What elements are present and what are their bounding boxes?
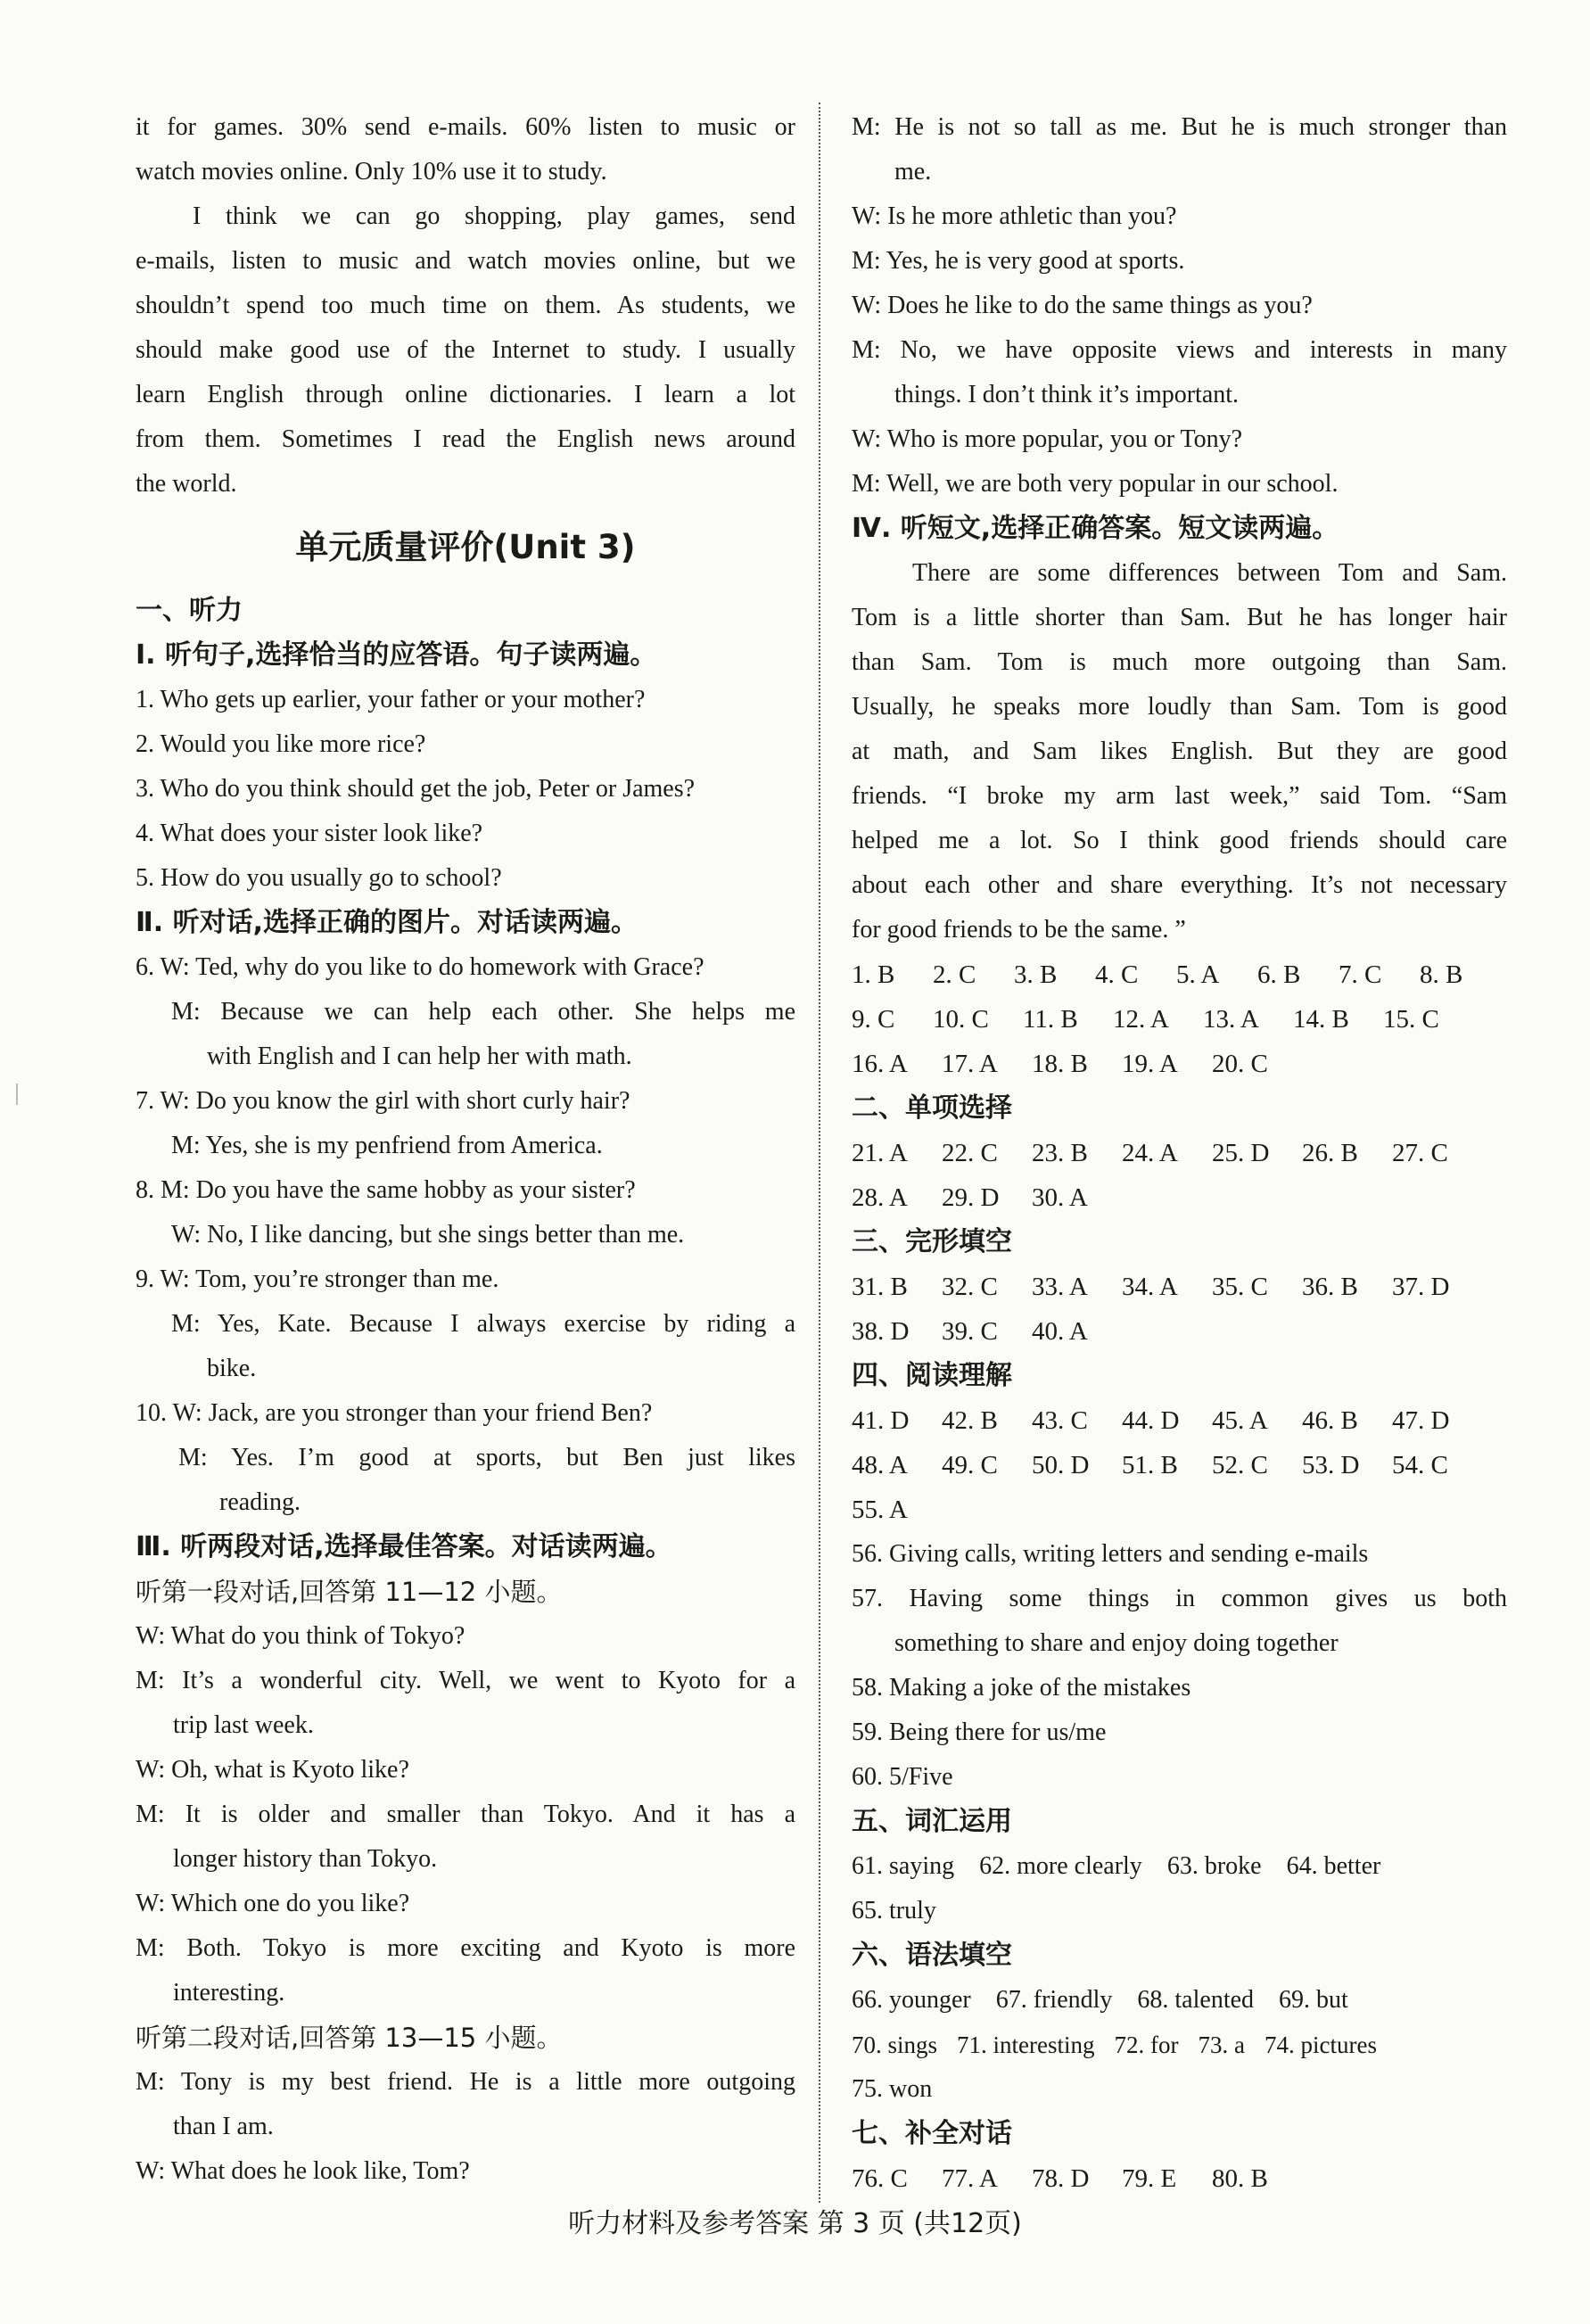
unit-title: 单元质量评价(Unit 3) (295, 528, 636, 566)
question-line: 5. How do you usually go to school? (136, 864, 502, 892)
section-heading: 五、词汇运用 (852, 1806, 1012, 1837)
answer: 69. but (1279, 1986, 1348, 2014)
answer: 31. B (852, 1273, 908, 1301)
answer: 50. D (1032, 1451, 1090, 1479)
dialog-line: W: Does he like to do the same things as you? (852, 292, 1313, 319)
answer: 5. A (1176, 960, 1220, 989)
answer: 79. E (1122, 2164, 1177, 2193)
passage-line: friends. “I broke my arm last week,” said Tom. “Sam (852, 782, 1507, 810)
question-line: 4. What does your sister look like? (136, 820, 483, 847)
dialog-line: M: It’s a wonderful city. Well, we went to Kyoto for a (136, 1667, 795, 1694)
section-heading: 七、补全对话 (852, 2118, 1012, 2149)
answer-row (852, 1265, 1507, 1309)
answer: 40. A (1032, 1317, 1088, 1346)
answer-row (852, 1844, 1507, 1889)
answer: 53. D (1302, 1451, 1360, 1479)
answer: 62. more clearly (979, 1852, 1142, 1880)
conversation-intro: 听第二段对话,回答第 13—15 小题。 (136, 2023, 563, 2053)
answer: 73. a (1198, 2031, 1245, 2058)
text-line: should make good use of the Internet to study. I usually (136, 336, 795, 364)
answer: 76. C (852, 2164, 908, 2193)
answer: 2. C (933, 960, 976, 989)
right-column (852, 105, 1507, 2201)
dialog-line: M: Well, we are both very popular in our school. (852, 470, 1339, 498)
answer-line: something to share and enjoy doing together (894, 1629, 1339, 1657)
answer: 67. friendly (995, 1986, 1113, 2014)
dialog-line: M: It is older and smaller than Tokyo. And it has a (136, 1801, 795, 1828)
answer: 13. A (1203, 1005, 1259, 1034)
passage-line: at math, and Sam likes English. But they are good (852, 738, 1507, 765)
answer: 44. D (1122, 1406, 1180, 1435)
section-heading: 二、单项选择 (852, 1092, 1012, 1124)
answer-row (852, 1131, 1507, 1175)
text-line: the world. (136, 470, 237, 498)
dialog-line: me. (894, 158, 932, 185)
answer: 68. talented (1137, 1986, 1255, 2014)
answer: 1. B (852, 960, 895, 989)
answer: 28. A (852, 1183, 908, 1212)
answer: 16. A (852, 1050, 908, 1078)
answer: 72. for (1114, 2031, 1179, 2058)
section-heading: 一、听力 (136, 595, 243, 626)
answer: 30. A (1032, 1183, 1088, 1212)
dialog-line: 9. W: Tom, you’re stronger than me. (136, 1265, 499, 1293)
dialog-line: M: Yes, she is my penfriend from America. (171, 1132, 603, 1159)
dialog-line: interesting. (173, 1979, 285, 2007)
margin-mark (16, 1084, 30, 1105)
part-heading: Ⅰ. 听句子,选择恰当的应答语。句子读两遍。 (136, 639, 657, 671)
dialog-line: M: Yes. I’m good at sports, but Ben just likes (178, 1444, 795, 1471)
dialog-line: W: What does he look like, Tom? (136, 2157, 470, 2185)
text-line: shouldn’t spend too much time on them. As students, we (136, 292, 795, 319)
dialog-line: M: Tony is my best friend. He is a little more outgoing (136, 2068, 795, 2096)
answer: 47. D (1392, 1406, 1450, 1435)
answer: 21. A (852, 1139, 908, 1167)
answer: 18. B (1032, 1050, 1088, 1078)
dialog-line: longer history than Tokyo. (173, 1845, 438, 1873)
dialog-line: 6. W: Ted, why do you like to do homework with Grace? (136, 953, 704, 981)
page-footer: 听力材料及参考答案 第 3 页 (共12页) (568, 2208, 1022, 2239)
dialog-line: than I am. (173, 2113, 274, 2140)
answer: 24. A (1122, 1139, 1178, 1167)
answer: 74. pictures (1264, 2031, 1377, 2058)
answer: 49. C (942, 1451, 998, 1479)
dialog-line: W: Who is more popular, you or Tony? (852, 425, 1243, 453)
answer: 71. interesting (957, 2031, 1095, 2058)
answer: 42. B (942, 1406, 998, 1435)
answer: 14. B (1293, 1005, 1349, 1034)
answer-row (852, 1978, 1507, 2023)
text-line: e-mails, listen to music and watch movies online, but we (136, 247, 795, 275)
answer: 32. C (942, 1273, 998, 1301)
passage-line: There are some differences between Tom and Sam. (912, 559, 1507, 587)
answer-row (852, 1488, 1507, 1532)
answer: 66. younger (852, 1986, 971, 2014)
answer: 55. A (852, 1496, 908, 1524)
part-heading: Ⅲ. 听两段对话,选择最佳答案。对话读两遍。 (136, 1531, 672, 1562)
answer: 64. better (1286, 1852, 1381, 1880)
answer-line: 58. Making a joke of the mistakes (852, 1674, 1191, 1702)
answer: 29. D (942, 1183, 1000, 1212)
answer: 75. won (852, 2075, 933, 2103)
passage-line: than Sam. Tom is much more outgoing than Sam. (852, 648, 1507, 676)
answer: 6. B (1257, 960, 1301, 989)
answer-row (852, 2156, 1507, 2201)
answer: 61. saying (852, 1852, 955, 1880)
answer: 51. B (1122, 1451, 1178, 1479)
answer: 25. D (1212, 1139, 1270, 1167)
dialog-line: M: Yes, he is very good at sports. (852, 247, 1185, 275)
answer: 33. A (1032, 1273, 1088, 1301)
answer: 12. A (1113, 1005, 1169, 1034)
answer-row (852, 1042, 1507, 1086)
dialog-line: W: What do you think of Tokyo? (136, 1622, 465, 1650)
dialog-line: 8. M: Do you have the same hobby as your sister? (136, 1176, 636, 1204)
answer: 43. C (1032, 1406, 1088, 1435)
dialog-line: 10. W: Jack, are you stronger than your friend Ben? (136, 1399, 653, 1427)
column-divider (819, 103, 820, 2203)
question-line: 3. Who do you think should get the job, Peter or James? (136, 775, 696, 803)
dialog-line: bike. (207, 1355, 257, 1382)
answer-row (852, 1889, 1507, 1933)
dialog-line: with English and I can help her with math. (207, 1043, 632, 1070)
answer: 36. B (1302, 1273, 1358, 1301)
dialog-line: M: He is not so tall as me. But he is much stronger than (852, 113, 1507, 141)
dialog-line: W: No, I like dancing, but she sings better than me. (171, 1221, 685, 1249)
text-line: learn English through online dictionaries. I learn a lot (136, 381, 795, 408)
answer: 46. B (1302, 1406, 1358, 1435)
answer-row (852, 997, 1507, 1042)
answer-line: 59. Being there for us/me (852, 1718, 1107, 1746)
answer: 48. A (852, 1451, 908, 1479)
answer: 54. C (1392, 1451, 1448, 1479)
dialog-line: trip last week. (173, 1711, 314, 1739)
answer-line: 56. Giving calls, writing letters and sending e-mails (852, 1540, 1369, 1568)
answer: 65. truly (852, 1897, 936, 1924)
answer: 4. C (1095, 960, 1139, 989)
passage-line: Usually, he speaks more loudly than Sam. Tom is good (852, 693, 1507, 721)
answer-row (852, 2023, 1507, 2067)
answer: 70. sings (852, 2031, 938, 2058)
answer: 20. C (1212, 1050, 1268, 1078)
part-heading: Ⅱ. 听对话,选择正确的图片。对话读两遍。 (136, 907, 638, 938)
passage-line: helped me a lot. So I think good friends should care (852, 827, 1507, 854)
question-line: 2. Would you like more rice? (136, 730, 426, 758)
answer: 9. C (852, 1005, 895, 1034)
answer-row (852, 1309, 1507, 1354)
passage-line: Tom is a little shorter than Sam. But he has longer hair (852, 604, 1507, 631)
answer: 38. D (852, 1317, 910, 1346)
dialog-line: M: Yes, Kate. Because I always exercise by riding a (171, 1310, 795, 1338)
answer: 77. A (942, 2164, 998, 2193)
part-heading: Ⅳ. 听短文,选择正确答案。短文读两遍。 (852, 513, 1339, 544)
answer-row (852, 1398, 1507, 1443)
answer: 7. C (1339, 960, 1382, 989)
dialog-line: M: Because we can help each other. She helps me (171, 998, 795, 1026)
section-heading: 四、阅读理解 (852, 1360, 1012, 1391)
text-line: watch movies online. Only 10% use it to study. (136, 158, 607, 185)
answer-row (852, 1443, 1507, 1488)
answer-row (852, 1175, 1507, 1220)
answer: 27. C (1392, 1139, 1448, 1167)
answer: 52. C (1212, 1451, 1268, 1479)
answer-line: 60. 5/Five (852, 1763, 953, 1791)
answer: 39. C (942, 1317, 998, 1346)
section-heading: 六、语法填空 (852, 1940, 1012, 1971)
answer: 22. C (942, 1139, 998, 1167)
answer: 35. C (1212, 1273, 1268, 1301)
left-column (136, 105, 795, 2194)
answer: 63. broke (1166, 1852, 1262, 1880)
answer: 17. A (942, 1050, 998, 1078)
dialog-line: things. I don’t think it’s important. (894, 381, 1240, 408)
answer: 8. B (1420, 960, 1463, 989)
dialog-line: W: Which one do you like? (136, 1890, 410, 1917)
answer: 11. B (1023, 1005, 1078, 1034)
dialog-line: reading. (219, 1488, 301, 1516)
dialog-line: W: Oh, what is Kyoto like? (136, 1756, 409, 1784)
dialog-line: M: Both. Tokyo is more exciting and Kyoto is more (136, 1934, 795, 1962)
text-line: from them. Sometimes I read the English news around (136, 425, 795, 453)
answer: 10. C (933, 1005, 989, 1034)
section-heading: 三、完形填空 (852, 1226, 1012, 1257)
text-line: I think we can go shopping, play games, send (193, 202, 795, 230)
answer: 78. D (1032, 2164, 1090, 2193)
answer-row (852, 952, 1507, 997)
answer: 80. B (1212, 2164, 1268, 2193)
answer: 34. A (1122, 1273, 1178, 1301)
answer: 37. D (1392, 1273, 1450, 1301)
dialog-line: M: No, we have opposite views and interests in many (852, 336, 1507, 364)
answer: 45. A (1212, 1406, 1268, 1435)
answer-row (852, 2067, 1507, 2112)
question-line: 1. Who gets up earlier, your father or your mother? (136, 686, 646, 713)
answer-line: 57. Having some things in common gives us both (852, 1585, 1507, 1612)
answer: 41. D (852, 1406, 910, 1435)
answer: 3. B (1014, 960, 1058, 989)
answer: 15. C (1383, 1005, 1439, 1034)
dialog-line: W: Is he more athletic than you? (852, 202, 1177, 230)
answer: 26. B (1302, 1139, 1358, 1167)
text-line: it for games. 30% send e-mails. 60% listen to music or (136, 113, 795, 141)
passage-line: for good friends to be the same. ” (852, 916, 1186, 944)
dialog-line: 7. W: Do you know the girl with short curly hair? (136, 1087, 630, 1115)
answer: 19. A (1122, 1050, 1178, 1078)
answer: 23. B (1032, 1139, 1088, 1167)
passage-line: about each other and share everything. It’s not necessary (852, 871, 1507, 899)
conversation-intro: 听第一段对话,回答第 11—12 小题。 (136, 1577, 563, 1607)
